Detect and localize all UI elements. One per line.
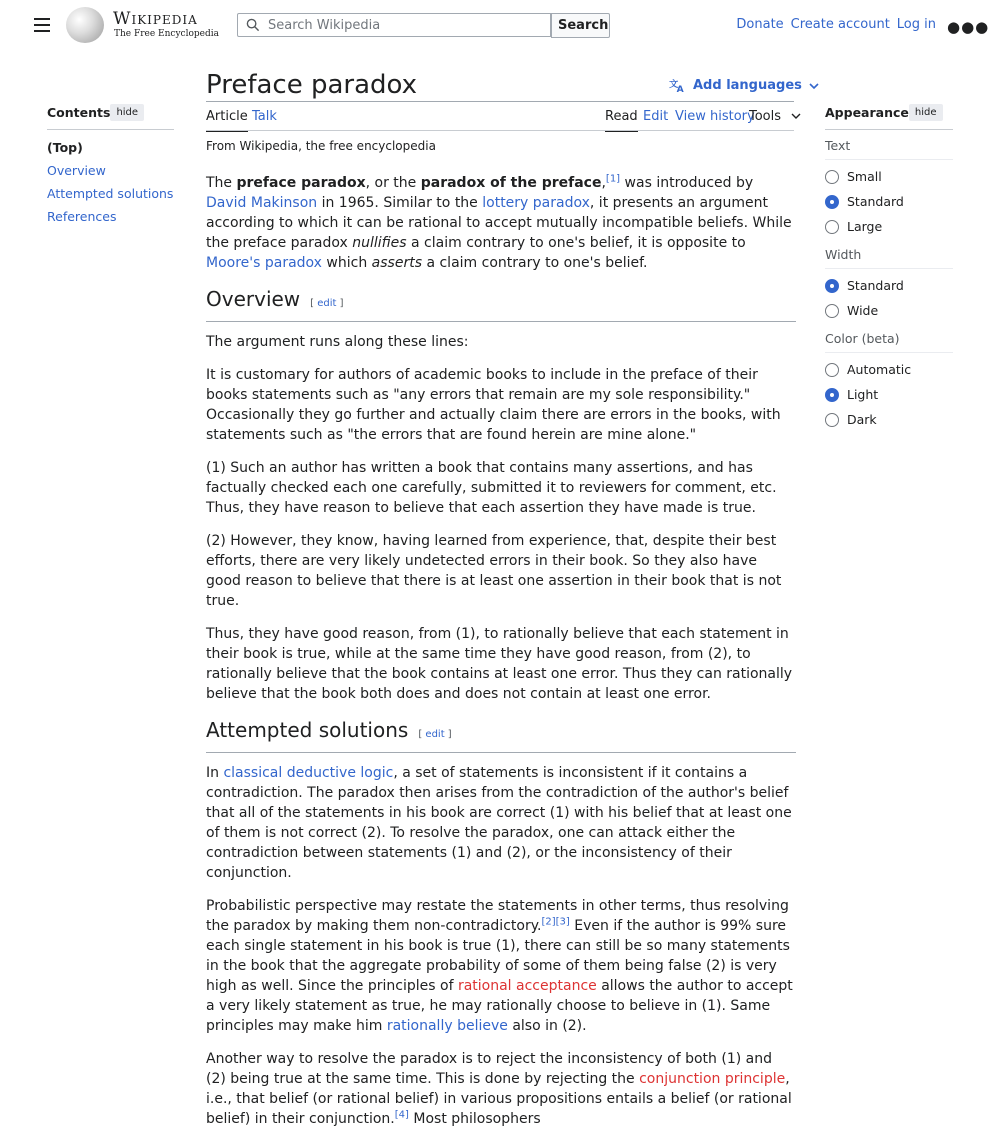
- reference-link[interactable]: [2]: [541, 916, 556, 928]
- paragraph: (1) Such an author has written a book that contains many assertions, and has factually checked each one carefully, submitted it to reviewers for comment, etc. Thus, they have reason to believe that each assertion they have made is true.: [206, 460, 777, 516]
- add-languages-label: Add languages: [693, 78, 802, 93]
- wikipedia-wordmark[interactable]: Wikipedia: [113, 9, 198, 29]
- bold-term: preface paradox: [236, 175, 366, 191]
- tab-read[interactable]: Read: [605, 109, 638, 132]
- search-input[interactable]: [266, 17, 540, 34]
- toc-item-overview[interactable]: Overview: [47, 163, 106, 178]
- text: was introduced by: [620, 175, 754, 191]
- radio-label: Standard: [847, 194, 904, 209]
- radio-dark[interactable]: [825, 407, 953, 432]
- radio-button-selected[interactable]: [825, 388, 839, 402]
- donate-link[interactable]: Donate: [736, 17, 784, 32]
- section-heading-overview: [206, 286, 796, 322]
- chevron-down-icon: [809, 82, 819, 90]
- link-lottery-paradox[interactable]: lottery paradox: [482, 195, 590, 211]
- paragraph: The argument runs along these lines:: [206, 334, 469, 350]
- redlink-rational-acceptance[interactable]: rational acceptance: [457, 978, 597, 994]
- language-icon: [669, 78, 686, 93]
- svg-text:文: 文: [669, 79, 679, 91]
- main-menu-button[interactable]: [34, 18, 50, 32]
- heading-text: Overview: [206, 287, 301, 311]
- edit-section-link[interactable]: edit: [425, 729, 445, 740]
- lead-paragraph: [206, 173, 796, 273]
- text: Most philosophers: [408, 1111, 541, 1127]
- radio-label: Automatic: [847, 362, 912, 377]
- text-size-group: [825, 138, 953, 239]
- radio-button-selected[interactable]: [825, 195, 839, 209]
- text: Even if the author is 99% sure each single statement in his book is true (1), there can still be so many statements in the book that the aggregate probability of some of them being false (2) is very high as well. Since the principles of: [206, 918, 790, 994]
- text: , it presents an argument according to which it can be rational to accept mutually incompatible beliefs. While the preface paradox: [206, 195, 792, 251]
- radio-light[interactable]: [825, 382, 953, 407]
- section-edit: [ edit ]: [310, 298, 344, 309]
- radio-button[interactable]: [825, 220, 839, 234]
- link-rationally-believe[interactable]: rationally believe: [386, 1018, 508, 1034]
- tab-article[interactable]: Article: [206, 109, 248, 132]
- edit-section-link[interactable]: edit: [317, 298, 337, 309]
- paragraph: Thus, they have good reason, from (1), to rationally believe that each statement in their book is true, while at the same time they have good reason, from (2), to rationally believe that the book contains at least one error. Thus they can rationally believe that the book both does and does not contain at least one error.: [206, 626, 793, 702]
- text: ,: [601, 175, 606, 191]
- text: allows the author to accept a very likely statement as true, he may rationally choose to believe in (1). Same principles may make him: [206, 978, 793, 1034]
- toc-item-attempted-solutions[interactable]: Attempted solutions: [47, 186, 174, 201]
- radio-label: Small: [847, 169, 882, 184]
- search-icon: [246, 18, 260, 32]
- radio-label: Wide: [847, 303, 879, 318]
- reference-link[interactable]: [4]: [394, 1109, 409, 1121]
- toc-hide-button[interactable]: hide: [110, 104, 144, 121]
- text: The: [206, 175, 237, 191]
- tab-talk[interactable]: Talk: [252, 109, 277, 124]
- tabs-divider: [206, 130, 794, 131]
- text: , a set of statements is inconsistent if it contains a contradiction. The paradox then arises from the contradiction of the author's belief that all of the statements in his book are correct (1) with his belief that at least one of them is not correct (2). To resolve the paradox, one can attack either the contradiction between statements (1) and (2), or the inconsistency of their conjunction.: [206, 765, 792, 881]
- radio-label: Light: [847, 387, 879, 402]
- paragraph: (2) However, they know, having learned from experience, that, despite their best efforts, there are very likely undetected errors in their book. So they also have good reason to believe that there is at least one assertion in their book that is not true.: [206, 533, 782, 609]
- italic-term: asserts: [371, 255, 422, 271]
- appearance-hide-button[interactable]: hide: [909, 104, 943, 121]
- section-heading-attempted-solutions: [206, 717, 796, 753]
- text: Probabilistic perspective may restate the statements in other terms, thus resolving the paradox by making them non-contradictory.: [206, 898, 789, 934]
- paragraph: It is customary for authors of academic books to include in the preface of their books statements such as "any errors that remain are my sole responsibility." Occasionally they go further and actually claim there are errors in the books, with statements such as "the errors that are found herein are mine alone.": [206, 367, 781, 443]
- toc-item-top[interactable]: (Top): [47, 140, 83, 155]
- radio-button[interactable]: [825, 363, 839, 377]
- radio-label: Standard: [847, 278, 904, 293]
- text: , i.e., that belief (or rational belief) in various propositions entails a belief (or rational belief) in their conjunction.: [206, 1071, 792, 1127]
- log-in-link[interactable]: Log in: [896, 17, 936, 32]
- create-account-link[interactable]: Create account: [790, 17, 890, 32]
- search-button[interactable]: Search: [551, 13, 610, 38]
- link-david-makinson[interactable]: David Makinson: [206, 195, 318, 211]
- tools-menu[interactable]: [749, 109, 801, 130]
- radio-button[interactable]: [825, 413, 839, 427]
- radio-automatic[interactable]: [825, 357, 953, 382]
- more-options-icon[interactable]: ●●●: [947, 18, 990, 36]
- text: a claim contrary to one's belief, it is opposite to: [406, 235, 746, 251]
- heading-text: Attempted solutions: [206, 718, 409, 742]
- radio-standard-width[interactable]: [825, 273, 953, 298]
- svg-text:A: A: [676, 84, 684, 93]
- site-subtitle: From Wikipedia, the free encyclopedia: [206, 139, 436, 153]
- add-languages-button[interactable]: [669, 78, 819, 93]
- text: which: [321, 255, 372, 271]
- page-title: Preface paradox: [206, 70, 418, 100]
- radio-button[interactable]: [825, 304, 839, 318]
- appearance-title: Appearance: [825, 105, 909, 120]
- table-of-contents: [47, 104, 174, 224]
- radio-wide[interactable]: [825, 298, 953, 323]
- paragraph: [206, 763, 796, 883]
- text: a claim contrary to one's belief.: [422, 255, 648, 271]
- text: also in (2).: [507, 1018, 587, 1034]
- bold-term: paradox of the preface: [420, 175, 602, 191]
- color-label: Color (beta): [825, 331, 953, 353]
- tab-view-history[interactable]: View history: [675, 109, 755, 124]
- radio-button[interactable]: [825, 170, 839, 184]
- toc-header: [47, 104, 174, 130]
- paragraph: [206, 1049, 796, 1129]
- text: in 1965. Similar to the: [317, 195, 483, 211]
- toc-title: Contents: [47, 105, 111, 120]
- personal-tools: [736, 17, 936, 32]
- radio-small[interactable]: [825, 164, 953, 189]
- tab-edit[interactable]: Edit: [643, 109, 669, 124]
- chevron-down-icon: [791, 112, 801, 120]
- color-group: [825, 331, 953, 432]
- link-moores-paradox[interactable]: Moore's paradox: [206, 255, 322, 271]
- wikipedia-globe-logo[interactable]: [66, 7, 104, 43]
- reference-link[interactable]: [1]: [605, 173, 621, 185]
- text: Another way to resolve the paradox is to reject the inconsistency of both (1) and (2) being true at the same time. This is done by rejecting the: [206, 1051, 772, 1087]
- wikipedia-tagline: The Free Encyclopedia: [114, 29, 219, 39]
- text-size-label: Text: [825, 138, 953, 160]
- tools-label: Tools: [749, 109, 782, 124]
- text: In: [206, 765, 224, 781]
- section-edit: [ edit ]: [418, 729, 452, 740]
- radio-standard-text[interactable]: [825, 189, 953, 214]
- link-classical-deductive-logic[interactable]: classical deductive logic: [223, 765, 394, 781]
- title-divider: [206, 101, 794, 102]
- radio-button-selected[interactable]: [825, 279, 839, 293]
- search-box[interactable]: [237, 13, 551, 37]
- appearance-panel: [825, 104, 953, 432]
- radio-large[interactable]: [825, 214, 953, 239]
- italic-term: nullifies: [352, 235, 407, 251]
- reference-link[interactable]: [3]: [555, 916, 570, 928]
- width-group: [825, 247, 953, 323]
- paragraph: [206, 896, 796, 1036]
- redlink-conjunction-principle[interactable]: conjunction principle: [639, 1071, 786, 1087]
- toc-item-references[interactable]: References: [47, 209, 117, 224]
- radio-label: Dark: [847, 412, 877, 427]
- text: , or the: [365, 175, 421, 191]
- appearance-header: [825, 104, 953, 130]
- width-label: Width: [825, 247, 953, 269]
- radio-label: Large: [847, 219, 883, 234]
- article-body: [206, 136, 796, 1142]
